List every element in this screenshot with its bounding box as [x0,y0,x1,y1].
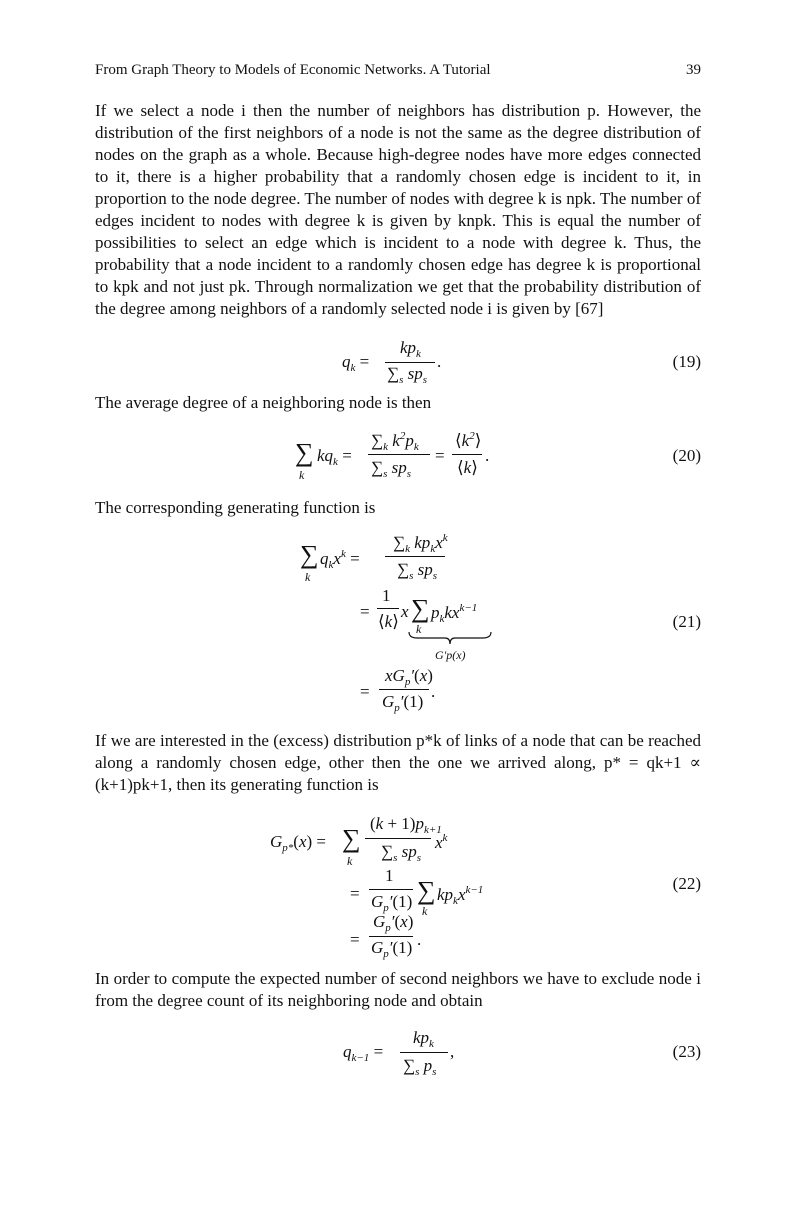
page-number: 39 [686,62,701,78]
equation-number-20: (20) [672,446,701,465]
paragraph-3: The corresponding generating function is [95,498,376,517]
paragraph-2: The average degree of a neighboring node is then [95,393,432,412]
running-title: From Graph Theory to Models of Economic Networks. A Tutorial [95,62,491,78]
paragraph-1: If we select a node i then the number of neighbors has distribution p. However, the distribution of the first neighbors of a node is not the same as the degree distribution of nodes on the graph as a whole. Because high-degree nodes have more edges connected to it, there is a higher probability that a randomly chosen edge is incident to it, in proportion to the node degree. The number of nodes with degree k is npk. The number of edges incident to nodes with degree k is given by knpk. This is equal the number of possibilities to select an edge which is incident to a node with degree k. Thus, the probability that a node incident to a randomly chosen edge has degree k is proportional to kpk and not just pk. Through normalization we get that the probability distribution of the degree among neighbors of a randomly selected node i is given by [67] [95,101,701,318]
equation-23: $q_{k-1}$ = $kp_k$ $\sum_s$ $p_s$ , (23) [343,1028,701,1078]
underbrace-label: G'p(x) [435,648,466,662]
equation-number-23: (23) [672,1042,701,1061]
equation-number-19: (19) [672,352,701,371]
underbrace-icon [407,630,493,646]
paragraph-5: In order to compute the expected number of second neighbors we have to exclude node i from the degree count of its neighboring node and obtain [95,969,701,1010]
equation-number-22: (22) [672,874,701,893]
equation-21: ∑ k $q_kx^k$ = $\sum_k$ $kp_kx^k$ $\sum_s$ $sp_s$ = 1 ⟨k⟩ x ∑ k $p_kkx^{k-1}$ G'p(x) = $xG_p'(x)$ $G_p'(1)$ . (21) [300,532,701,714]
equation-19: $q_k$ = $kp_k$ $\sum_s$ $sp_s$ . (19) [342,338,701,386]
paragraph-4: If we are interested in the (excess) distribution p*k of links of a node that can be reached along a randomly chosen edge, other then the one we arrived along, p* = qk+1 ∝ (k+1)pk+1, then its generating function is [95,731,701,794]
equation-20: ∑ k $kq_k$ = $\sum_k$ $k^2p_k$ $\sum_s$ $sp_s$ = $⟨k^2⟩$ ⟨k⟩ . (20) [295,430,701,482]
equation-number-21: (21) [672,612,701,631]
equation-22: $G_{p*}(x)$ = ∑ k $(k + 1)p_{k+1}$ $\sum_s$ $sp_s$ $x^k$ = 1 $G_p'(1)$ ∑ k $kp_kx^{k-1}$ = $G_p'(x)$ $G_p'(1)$ . (22) [270,814,701,960]
